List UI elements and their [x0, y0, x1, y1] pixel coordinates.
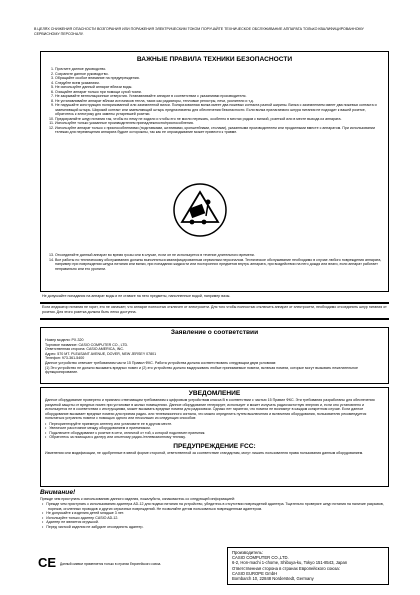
ce-mark-icon: CE [38, 555, 57, 570]
conformity-box [40, 327, 389, 384]
list-item: • Адаптер не является игрушкой. [48, 520, 397, 525]
safety-list-2 [41, 253, 382, 271]
conformity-title: Заявление о соответствии [170, 329, 259, 336]
notice-text: Данное оборудование проверено и признано отвечающим требованиям к цифровым устройствам класса B в соответствии с частью 15 Правил ФКС. Эти требования разработаны для обеспечения разумной защиты от вредных помех при установке в жилых помещениях. Данное оборудование генерирует, использует и может излучать радиочастотную энергию и, если оно установлено и используется не в соответствии с инструкциями, может вызывать вредные помехи для радиосвязи. Однако нет гарантии, что помехи не возникнут в каждом конкретном случае. Если данное оборудование вызывает вредные помехи для приема радио- или телевизионного сигнала, что можно определить путем выключения и включения оборудования, пользователю рекомендуется попытаться устранить помехи с помощью одного или нескольких из следующих способов: [45, 398, 375, 421]
conformity-model: Номер модели: PX-320 [45, 338, 84, 342]
list-item: 8. Не устанавливайте аппарат вблизи источников тепла, таких как радиаторы, тепловые регистры, печи, усилители и т.д. [55, 99, 382, 104]
list-item: 10. Предохраняйте шнур питания так, чтобы по нему не ходили и чтобы его не могли пережать, особенно в местах рядом с вилкой, розеткой или в месте выхода из аппарата. [55, 117, 382, 122]
divider [40, 318, 389, 320]
list-item: • Подключите оборудование к розетке в сети, отличной от той, к которой подключен приемник. [51, 431, 388, 436]
list-item: • Перед чисткой изделия не забудьте отсоединить адаптер. [48, 525, 397, 530]
list-item: 6. Очищайте аппарат только при помощи сухой ткани. [55, 90, 382, 95]
list-item: 13. Отсоединяйте данный аппарат во время грозы или в случае, если он не используется в течение длительного времени. [55, 253, 382, 258]
safety-list [41, 67, 382, 135]
safety-box [40, 51, 389, 292]
list-item: • Не допускайте к изделию детей младше 3 лет. [48, 511, 397, 516]
cart-tipover-icon [172, 182, 228, 238]
list-item: 11. Используйте только указанные производителем принадлежности/приспособления. [55, 121, 382, 126]
conformity-text-1: Данное устройство отвечает требованиям части 15 Правил ФКС. Работа устройства должна соответствовать следующим двум условиям: [45, 360, 277, 365]
list-item: 3. Обращайте особое внимание на предупреждения. [55, 76, 382, 81]
safety-title: ВАЖНЫЕ ПРАВИЛА ТЕХНИКИ БЕЗОПАСНОСТИ [136, 56, 293, 63]
list-item: • Увеличьте расстояние между оборудованием и приемником. [51, 426, 388, 431]
safety-extra-2: Если индикатор питания не горит, это не означает, что аппарат полностью отключен от электросети. Для того чтобы полностью отключить аппарат от электросети, необходимо отсоединить шнур питания от розетки. Для этого розетка должна быть легко доступна. [42, 305, 387, 314]
list-item: • Используйте только адаптер CASIO AD-12. [48, 516, 397, 521]
eu-responsible-address: Bornbarch 10, 22848 Norderstedt, Germany [232, 576, 314, 582]
list-item: 9. Не нарушайте конструкцию поляризованной или заземленной вилки. Поляризованная вилка имеет два ножевых контакта разной ширины. Вилка с заземлением имеет два ножевых контакта и заземляющий штырь. Широкий контакт или заземляющий штырь предназначены для обеспечения безопасности. Если вилка прилагаемого шнура питания не подходит к вашей розетке, обратитесь к электрику для замены устаревшей розетки. [55, 103, 382, 117]
list-item: 7. Не закрывайте вентиляционные отверстия. Устанавливайте аппарат в соответствии с указаниями производителя. [55, 94, 382, 99]
fcc-title: ПРЕДУПРЕЖДЕНИЕ FCC: [173, 442, 256, 450]
manufacturer-label: Производитель: [232, 550, 263, 555]
list-item: • Переориентируйте приемную антенну или установите ее в другом месте. [51, 422, 388, 427]
eu-responsible-name: CASIO EUROPE GmbH [232, 570, 278, 576]
conformity-responsible: Ответственная сторона: CASIO AMERICA, INC. [45, 347, 124, 352]
manufacturer-address: 6-2, Hon-machi 1-chome, Shibuya-ku, Tokyo 151-8543, Japan [232, 560, 348, 566]
list-item: • Обратитесь за помощью к дилеру или опытному радио-/телевизионному технику. [51, 435, 388, 440]
conformity-trade-name: Торговое название: CASIO COMPUTER CO., LTD. [45, 342, 129, 347]
notice-title: УВЕДОМЛЕНИЕ [188, 390, 241, 397]
notice-list [41, 422, 388, 440]
eu-responsible-label: Ответственная сторона в странах Европейского союза: [232, 565, 340, 571]
attention-title: Внимание! [40, 489, 76, 496]
conformity-text-2: (1) Это устройство не должно вызывать вредных помех и (2) это устройство должно выдерживать любые принимаемые помехи, включая помехи, которые могут вызывать нежелательное функционирование. [45, 365, 358, 375]
list-item: 12. Используйте аппарат только с приспособлениями (подставками, штативами, кронштейнами, столами), указанными производителем или проданными вместе с аппаратом. При использовании тележки для перемещения аппарата будьте осторожны, так как ее опрокидывание может привести к травме. [55, 126, 382, 135]
list-item: 1. Прочтите данное руководство. [55, 67, 382, 72]
conformity-phone: Телефон: 973-361-5400 [45, 356, 85, 361]
list-item: 14. Все работы по техническому обслуживанию должны выполняться квалифицированным сервисным персоналом. Техническое обслуживание необходимо в случае любого повреждения аппарата, например при повреждении шнура питания или вилки, при попадании жидкости или посторонних предметов внутрь аппарата, при воздействии на него дождя или влаги, если аппарат работает неправильно или его уронили. [55, 258, 382, 272]
ce-mark-caption: Данный символ применяется только в странах Европейского союза. [60, 562, 162, 566]
safety-extra-1: Не допускайте попадания на аппарат воды и не ставьте на него предметы, наполненные водой, например вазы. [42, 294, 231, 298]
notice-box [40, 387, 389, 487]
list-item: 2. Сохраните данное руководство. [55, 72, 382, 77]
list-item: 4. Следуйте всем указаниям. [55, 81, 382, 86]
header-warning: В ЦЕЛЯХ СНИЖЕНИЯ ОПАСНОСТИ ВОЗГОРАНИЯ ИЛИ ПОРАЖЕНИЯ ЭЛЕКТРИЧЕСКИМ ТОКОМ ПОРУЧАЙТЕ ТЕХНИЧЕСКОЕ ОБСЛУЖИВАНИЕ АППАРАТА ТОЛЬКО КВАЛИФИЦИРОВАННОМУ СЕРВИСНОМУ ПЕРСОНАЛУ. [34, 27, 364, 36]
list-item: • Прежде чем приступать к использованию адаптера AD-12 для подачи питания на устройство, убедитесь в отсутствии повреждений адаптера. Тщательно проверьте шнур питания на наличие разрывов, порезов, оголенных проводов и других серьезных повреждений. Не позволяйте детям пользоваться поврежденным адаптером. [48, 502, 397, 511]
manufacturer-box [227, 547, 389, 585]
list-item: 5. Не используйте данный аппарат вблизи воды. [55, 85, 382, 90]
attention-list [40, 502, 397, 529]
conformity-address: Адрес: 570 MT. PLEASANT AVENUE, DOVER, NEW JERSEY 07801 [45, 351, 157, 356]
attention-intro: Прежде чем приступать к использованию данного изделия, пожалуйста, ознакомьтесь со следующей информацией: [40, 497, 236, 501]
manufacturer-name: CASIO COMPUTER CO.,LTD. [232, 555, 289, 561]
fcc-text: Изменения или модификации, не одобренные в явной форме стороной, ответственной за соответствие стандартам, могут лишить пользователя права пользования данным оборудованием. [45, 450, 364, 455]
power-note-box [40, 302, 389, 304]
